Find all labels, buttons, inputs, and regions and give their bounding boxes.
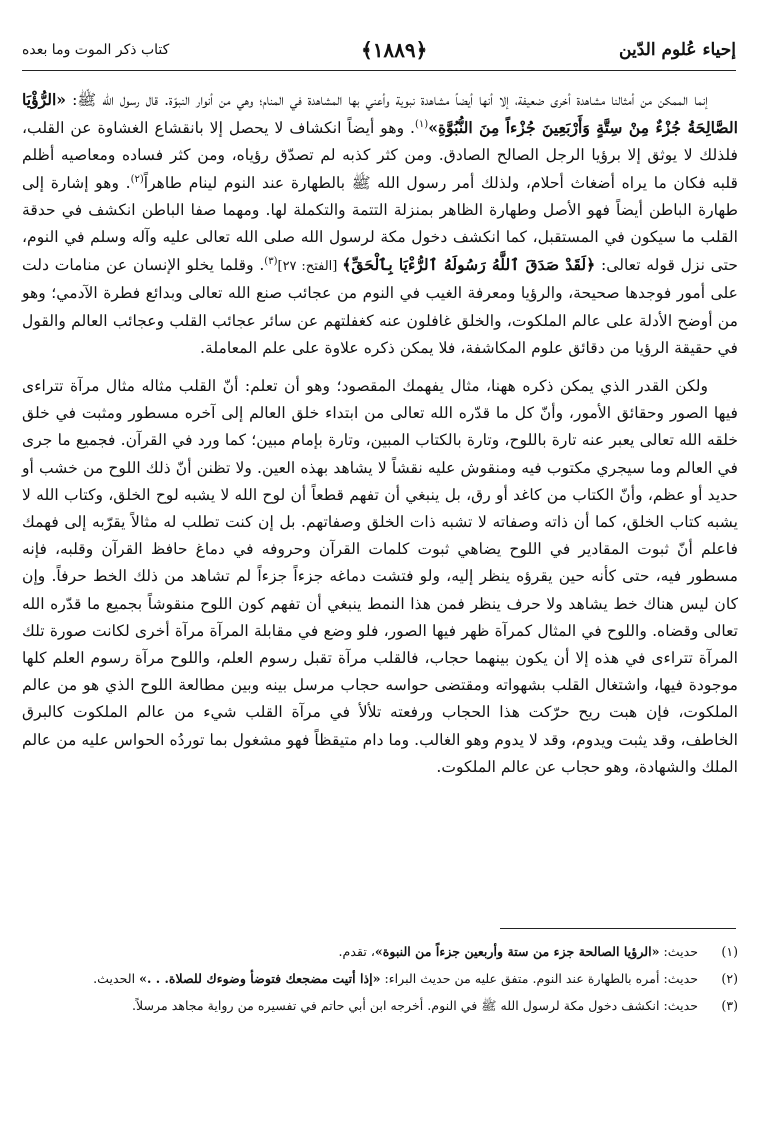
- paragraph-1-text-a: إنما الممكن من أمثالنا مشاهدة أخرى ضعيفة، إلا أنها أيضاً مشاهدة نبوية وأعني بها المشاهدة في المنام؛ وهي من أنوار النبوّة. قال رسول الله ﷺ:: [66, 91, 708, 109]
- chapter-title: كتاب ذكر الموت وما بعده: [22, 42, 170, 58]
- footnote-prefix: حديث: أمره بالطهارة عند النوم. متفق عليه من حديث البراء:: [380, 971, 698, 986]
- footnote-number: (٣): [721, 998, 738, 1013]
- footnotes: [22, 936, 738, 1017]
- hadith-quote: «الرُّؤْيَا الصَّالِحَةُ جُزْءٌ مِنْ سِتَّةٍ وَأَرْبَعِينَ جُزْءاً مِنَ النُّبُوَّةِ»: [22, 90, 738, 138]
- footnote-ref-3: (٣): [264, 256, 278, 268]
- footnote-text: [22, 968, 698, 990]
- paragraph-2: ولكن القدر الذي يمكن ذكره ههنا، مثال يفهمك المقصود؛ وهو أن تعلم: أنّ القلب مثاله مثال مرآة تتراءى فيها الصور وحقائق الأمور، وأنّ كل ما قدّره الله تعالى من ابتداء خلق العالم إلى آخره مسطور ومثبت في خلق خلقه الله تعالى يعبر عنه تارة باللوح، وتارة بالكتاب المبين، وتارة بإمام مبين؛ كما ورد في القرآن. فجميع ما جرى في العالم وما سيجري مكتوب فيه ومنقوش عليه نقشاً لا يشاهد بهذه العين. ولا تظنن أنّ ذلك اللوح من خشب أو حديد أو عظم، وأنّ الكتاب من كاغد أو رق، بل ينبغي أن تفهم قطعاً أن لوح الله لا يشبه لوح الخلق، وكتاب الله لا يشبه كتاب الخلق، كما أن ذاته وصفاته لا تشبه ذات الخلق وصفاتهم. بل إن كنت تطلب له مثالاً يقرّبه إلى فهمك فاعلم أنّ ثبوت المقادير في اللوح يضاهي ثبوت كلمات القرآن وحروفه في دماغ حافظ القرآن وقلبه، فإنه مسطور فيه، حتى كأنه حين يقرؤه ينظر إليه، ولو فتشت دماغه جزءاً جزءاً لم تشاهد من ذلك الخط حرفاً. وإن كان ليس هناك خط يشاهد ولا حرف ينظر فمن هذا النمط ينبغي أن تفهم كون اللوح منقوشاً بجميع ما قدّره الله تعالى وقضاه. واللوح في المثال كمرآة ظهر فيها الصور، فلو وضع في مقابلة المرآة مرآة أخرى لكانت صورة تلك المرآة تتراءى في هذه إلا أن يكون بينهما حجاب، فالقلب مرآة تقبل رسوم العلم، واللوح مرآة رسوم العلم كلها موجودة فيها، واشتغال القلب بشهواته ومقتضى حواسه حجاب مرسل بينه وبين مطالعة اللوح الذي هو من عالم الملكوت، فإن هبت ريح حرّكت هذا الحجاب ورفعته تلألأ في مرآة القلب شيء من عالم الملكوت كالبرق الخاطف، وقد يثبت ويدوم، وقد لا يدوم وهو الغالب. وما دام متيقظاً فهو مشغول بما توردُه الحواس عليه من عالم الملك والشهادة، وهو حجاب عن عالم الملكوت.: [22, 377, 738, 776]
- footnote-prefix: حديث: انكشف دخول مكة لرسول الله ﷺ في النوم. أخرجه ابن أبي حاتم في تفسيره من رواية مجاهد مرسلاً.: [131, 998, 698, 1013]
- main-text: [22, 86, 738, 781]
- footnote-2: [22, 968, 738, 990]
- footnote-suffix: الحديث.: [93, 971, 140, 986]
- footnote-ref-1: (١): [415, 119, 429, 131]
- book-title: إحياء عُلوم الدّين: [619, 40, 736, 60]
- footnote-text: [22, 995, 698, 1017]
- quran-verse: ﴿لَقَدْ صَدَقَ ٱللَّهُ رَسُولَهُ ٱلرُّءْيَا بِٱلْحَقِّ﴾: [342, 255, 596, 275]
- footnote-text: [22, 941, 698, 963]
- footnote-quote: «الرؤيا الصالحة جزء من ستة وأربعين جزءاً من النبوة»: [374, 944, 660, 959]
- footnote-number: (٢): [721, 971, 738, 986]
- paragraph-1-text-d: . وقلما يخلو الإنسان عن منامات دلت على أمور فوجدها صحيحة، والرؤيا ومعرفة الغيب في النوم من عجائب صنع الله تعالى وبدائع فطرة الآدمي؛ وهو من أوضح الأدلة على عالم الملكوت، والخلق غافلون عنه كغفلتهم عن سائر عجائب القلب وعجائب العالم والقول في حقيقة الرؤيا من دقائق علوم المكاشفة، فلا يمكن ذكره علاوة على علم المعاملة.: [22, 256, 738, 357]
- footnote-divider: [500, 928, 736, 929]
- paragraph-1-text-b: . وهو أيضاً انكشاف لا يحصل إلا بانقشاع الغشاوة عن القلب، فلذلك لا يوثق إلا برؤيا الرجل الصالح الصادق. ومن كثر كذبه لم تصدّق رؤياه، ومن كثر فساده ومعاصيه أظلم قلبه فكان ما يراه أضغاث أحلام، ولذلك أمر رسول الله ﷺ بالطهارة عند النوم لينام طاهراً: [22, 119, 738, 192]
- footnote-3: [22, 995, 738, 1017]
- page-number: ﴿١٨٨٩﴾: [360, 38, 428, 62]
- paragraph-1-text-c: . وهو إشارة إلى طهارة الباطن أيضاً فهو الأصل وطهارة الظاهر بمنزلة التتمة والتكملة لها. ومهما صفا الباطن انكشف في حدقة القلب ما سيكون في المستقبل، كما انكشف دخول مكة لرسول الله صلى الله تعالى عليه وآله وسلم في النوم، حتى نزل قوله تعالى:: [22, 173, 738, 275]
- footnote-suffix: ، تقدم.: [338, 944, 375, 959]
- verse-reference: [الفتح: ٢٧]: [277, 259, 343, 275]
- paragraph-1: [22, 86, 738, 362]
- page-header: [22, 30, 736, 71]
- footnote-prefix: حديث:: [659, 944, 698, 959]
- footnote-ref-2: (٢): [130, 173, 144, 185]
- footnote-number: (١): [721, 944, 738, 959]
- footnote-1: [22, 941, 738, 963]
- footnote-quote: «إذا أتيت مضجعك فتوضأ وضوءك للصلاة. . .»: [139, 971, 381, 986]
